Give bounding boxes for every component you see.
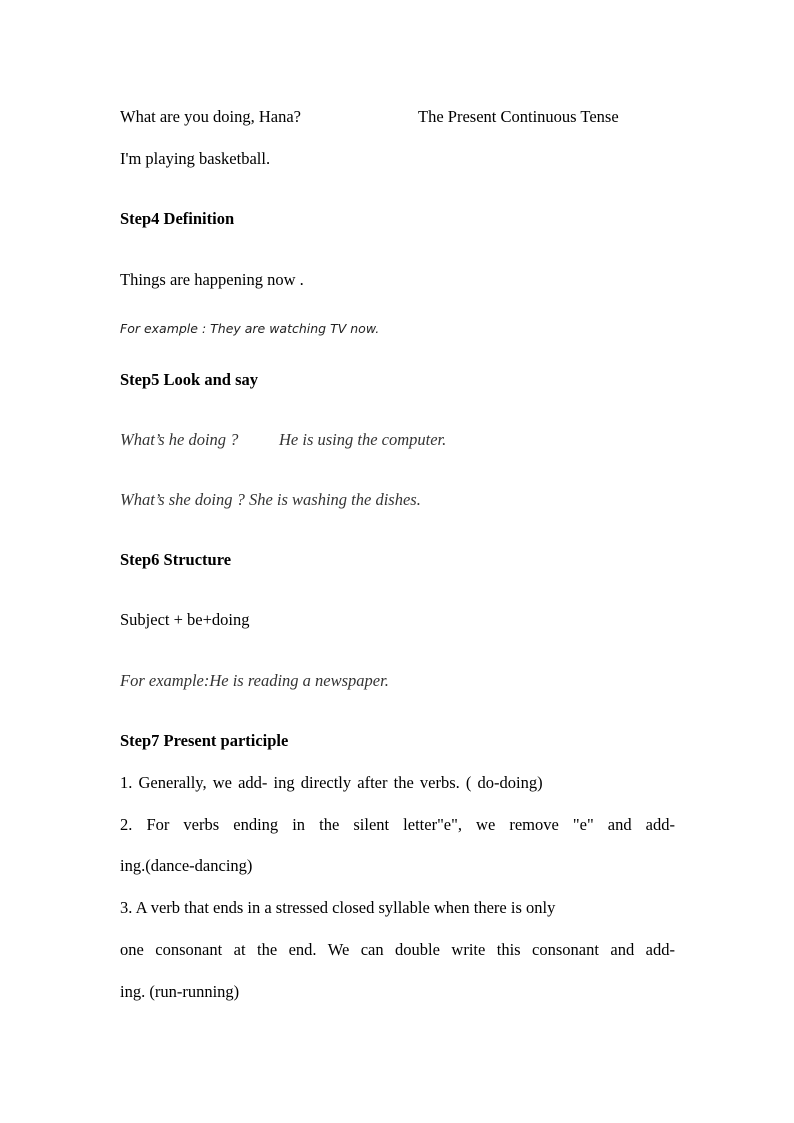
answer-text: I'm playing basketball. [120,149,271,168]
step7-rule-3-line-3: ing. (run-running) [120,982,240,1001]
step4-definition: Things are happening now . [120,270,304,289]
step7-rule-2-line-1: 2. For verbs ending in the silent letter"e", we remove "e" and add- [120,815,675,834]
step7-rule-1: 1. Generally, we add- ing directly after the verbs. ( do-doing) [120,773,543,792]
step6-formula: Subject + be+doing [120,610,250,629]
step7-rule-3-line-1: 3. A verb that ends in a stressed closed syllable when there is only [120,898,556,917]
step4-example: For example : They are watching TV now. [120,321,380,336]
step5-line-2: What’s she doing ? She is washing the dishes. [120,490,421,509]
step7-rule-2-line-2: ing.(dance-dancing) [120,856,253,875]
topic-title: The Present Continuous Tense [418,107,619,126]
step5-answer-1: He is using the computer. [279,430,447,449]
question-text: What are you doing, Hana? [120,107,301,126]
step5-question-1: What’s he doing ? [120,430,239,449]
step5-heading: Step5 Look and say [120,370,259,389]
step4-heading: Step4 Definition [120,209,235,228]
step6-example: For example:He is reading a newspaper. [120,671,389,690]
step7-rule-3-line-2: one consonant at the end. We can double write this consonant and add- [120,940,675,959]
step6-heading: Step6 Structure [120,550,232,569]
step7-heading: Step7 Present participle [120,731,289,750]
